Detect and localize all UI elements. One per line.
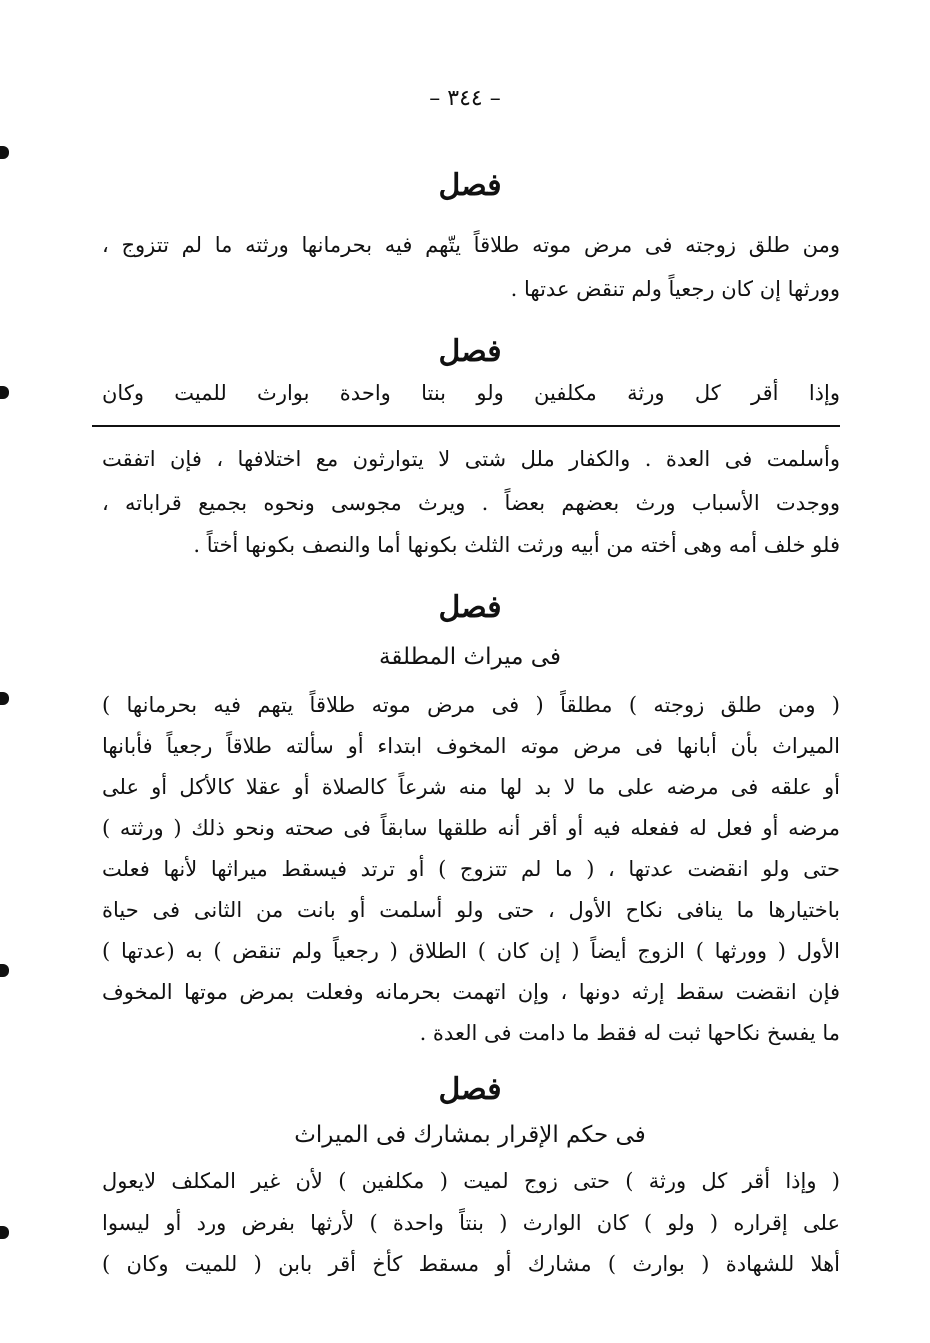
text-line: ما يفسخ نكاحها ثبت له فقط ما دامت فى العدة . (419, 1021, 840, 1045)
text-line: وورثها إن كان رجعياً ولم تنقض عدتها . (510, 277, 840, 301)
scan-edge-mark (0, 146, 9, 159)
text-line: مرضه أو فعل له ففعله فيه أو أقر أنه طلقها سابقاً فى صحته ونحو ذلك ( ورثته ) (102, 816, 840, 840)
text-line: ومن طلق زوجته فى مرض موته طلاقاً يتّهم فيه بحرمانها ورثته ما لم تتزوج ، (102, 233, 840, 257)
text-line: الميراث بأن أبانها فى مرض موته المخوف ابتداء أو سألته طلاقاً رجعياً فأبانها (102, 734, 840, 758)
footnote-line: فلو خلف أمه وهى أخته من أبيه ورثت الثلث بكونها أما والنصف بكونها أختاً . (193, 533, 840, 557)
footnote-line: ووجدت الأسباب ورث بعضهم بعضاً . ويرث مجوسى ونحوه بجميع قراباته ، (102, 491, 840, 515)
section-subheading: فى ميراث المطلقة (379, 644, 561, 670)
footnote-line: وأسلمت فى العدة . والكفار ملل شتى لا يتوارثون مع اختلافها ، فإن اتفقت (102, 447, 840, 471)
text-line: ( ومن طلق زوجته ) مطلقاً ( فى مرض موته طلاقاً يتهم فيه بحرمانها ) (102, 693, 840, 717)
section-heading: فصل (438, 590, 502, 625)
text-line: حتى ولو انقضت عدتها ، ( ما لم تتزوج ) أو ترتد فيسقط ميراثها لأنها فعلت (102, 857, 840, 881)
text-line: على إقراره ( ولو ) كان الوارث ( بنتاً واحدة ) لأرثها بفرض ورد أو ليسوا (102, 1211, 840, 1235)
scan-edge-mark (0, 1226, 9, 1239)
text-line: ( وإذا أقر كل ورثة ) حتى زوج لميت ( مكلفين ) لأن غير المكلف لايعول (102, 1169, 840, 1193)
text-line: فإن انقضت سقط إرثه دونها ، وإن اتهمت بحرمانه وفعلت بمرض موتها المخوف (102, 980, 840, 1004)
scan-edge-mark (0, 964, 9, 977)
page-number: – ٣٤٤ – (429, 86, 501, 111)
text-line: الأول ( وورثها ) الزوج أيضاً ( إن كان ) الطلاق ( رجعياً ولم تنقض ) به (عدتها ) (102, 939, 840, 963)
text-line: باختيارها ما ينافى نكاح الأول ، حتى ولو أسلمت أو بانت من الثانى فى حياة (102, 898, 840, 922)
section-heading: فصل (438, 1072, 502, 1107)
scan-edge-mark (0, 692, 9, 705)
text-line: وإذا أقر كل ورثة مكلفين ولو بنتا واحدة بوارث للميت وكان (102, 381, 840, 405)
section-heading: فصل (438, 334, 502, 369)
section-heading: فصل (438, 168, 502, 203)
text-line: أهلا للشهادة ( بوارث ) مشارك أو مسقط كأخ أقر بابن ( للميت وكان ) (102, 1252, 840, 1276)
text-line: أو علقه فى مرضه على ما لا بد لها منه شرعاً كالصلاة أو عقلا كالأكل أو على (102, 775, 840, 799)
separator-rule (92, 425, 840, 427)
scan-edge-mark (0, 386, 9, 399)
section-subheading: فى حكم الإقرار بمشارك فى الميراث (294, 1122, 646, 1148)
